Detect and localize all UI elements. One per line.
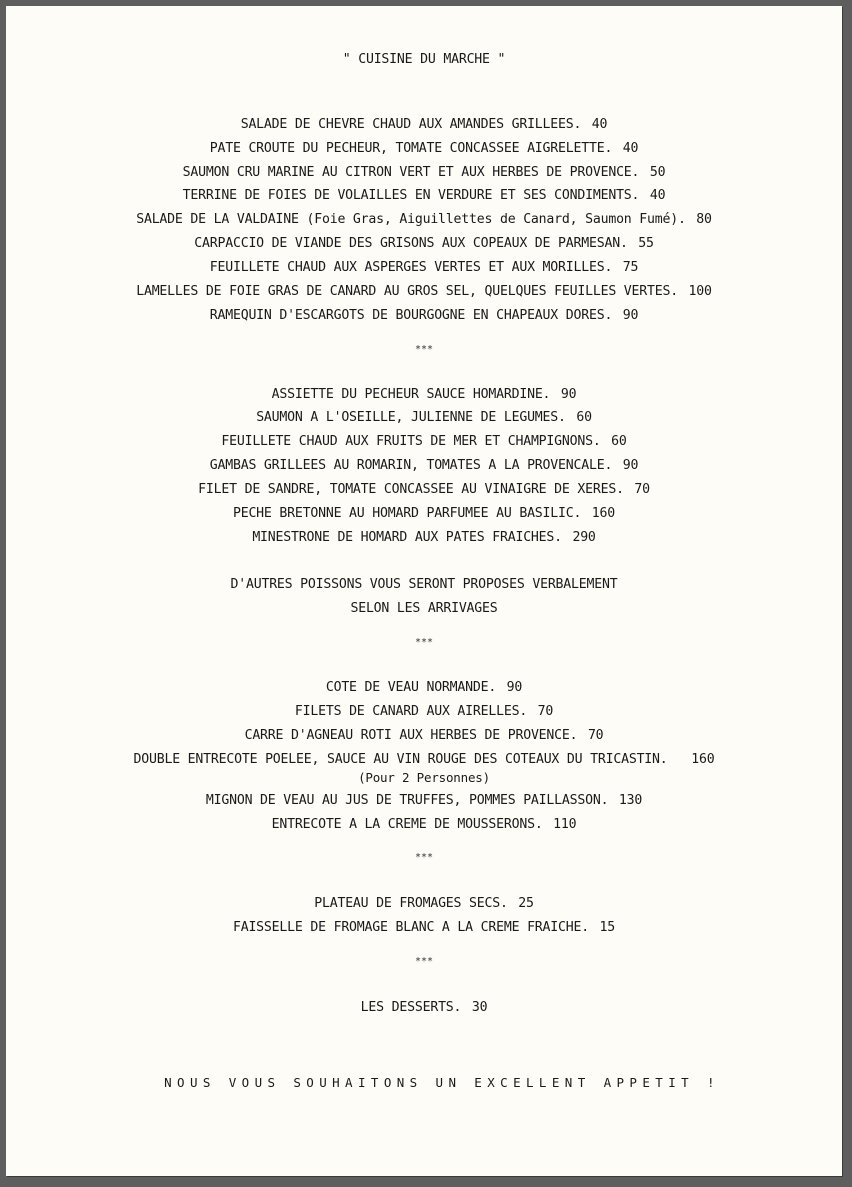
- item-price: 60: [611, 434, 627, 449]
- item-price: 55: [638, 236, 654, 251]
- menu-item: [6, 116, 842, 134]
- item-price: 70: [634, 482, 650, 497]
- menu-item: [6, 235, 842, 253]
- item-name: FILETS DE CANARD AUX AIRELLES.: [294, 704, 528, 719]
- poissons-note-line: SELON LES ARRIVAGES: [350, 601, 498, 616]
- item-price: 90: [622, 308, 639, 323]
- menu-item: [6, 211, 842, 229]
- section-separator: ***: [414, 852, 434, 863]
- menu-item: [6, 283, 842, 301]
- menu-sheet: [6, 6, 842, 1176]
- item-price: 60: [576, 410, 592, 425]
- item-name: PATE CROUTE DU PECHEUR, TOMATE CONCASSEE AIGRELETTE.: [209, 141, 613, 156]
- menu-item: [6, 409, 842, 427]
- item-price: 160: [691, 752, 715, 767]
- poissons-note-line: D'AUTRES POISSONS VOUS SERONT PROPOSES VERBALEMENT: [230, 577, 618, 592]
- item-price: 160: [591, 506, 616, 521]
- item-price: 290: [572, 530, 596, 545]
- menu-item: [6, 164, 842, 182]
- menu-item: [6, 919, 842, 937]
- menu-item: [6, 529, 842, 547]
- menu-item: [6, 187, 842, 205]
- item-price: 75: [622, 260, 639, 275]
- item-price: 90: [622, 458, 639, 473]
- item-name: DOUBLE ENTRECOTE POELEE, SAUCE AU VIN ROUGE DES COTEAUX DU TRICASTIN.: [133, 752, 668, 767]
- item-name: SAUMON A L'OSEILLE, JULIENNE DE LEGUMES.: [256, 410, 566, 425]
- item-price: 50: [649, 165, 666, 180]
- item-note: (Pour 2 Personnes): [358, 770, 490, 785]
- menu-item: [6, 727, 842, 745]
- menu-item: [6, 259, 842, 277]
- item-name: COTE DE VEAU NORMANDE.: [325, 680, 497, 695]
- item-price: 110: [553, 817, 577, 832]
- item-price: 40: [591, 117, 608, 132]
- item-name: LAMELLES DE FOIE GRAS DE CANARD AU GROS SEL, QUELQUES FEUILLES VERTES.: [136, 284, 678, 299]
- item-name: PECHE BRETONNE AU HOMARD PARFUMEE AU BASILIC.: [232, 506, 582, 521]
- item-name: SALADE DE CHEVRE CHAUD AUX AMANDES GRILLEES.: [240, 117, 582, 132]
- menu-item: [6, 481, 842, 499]
- item-name: MIGNON DE VEAU AU JUS DE TRUFFES, POMMES PAILLASSON.: [205, 793, 609, 808]
- section-separator: ***: [414, 344, 434, 355]
- item-price: 70: [537, 704, 554, 719]
- menu-item: [6, 457, 842, 475]
- item-price: 80: [696, 212, 712, 227]
- item-name: CARRE D'AGNEAU ROTI AUX HERBES DE PROVENCE.: [244, 728, 578, 743]
- menu-item: [6, 386, 842, 404]
- item-name: LES DESSERTS.: [360, 1000, 462, 1015]
- menu-title: " CUISINE DU MARCHE ": [342, 52, 506, 67]
- section-separator: ***: [414, 637, 434, 648]
- menu-item: [6, 792, 842, 810]
- item-name: PLATEAU DE FROMAGES SECS.: [314, 896, 508, 911]
- item-price: 70: [587, 728, 604, 743]
- item-name: RAMEQUIN D'ESCARGOTS DE BOURGOGNE EN CHAPEAUX DORES.: [209, 308, 613, 323]
- item-name: SALADE DE LA VALDAINE (Foie Gras, Aiguillettes de Canard, Saumon Fumé).: [136, 212, 686, 227]
- item-name: CARPACCIO DE VIANDE DES GRISONS AUX COPEAUX DE PARMESAN.: [194, 236, 628, 251]
- item-price: 90: [506, 680, 523, 695]
- item-price: 100: [688, 284, 712, 299]
- item-name: FEUILLETE CHAUD AUX ASPERGES VERTES ET AUX MORILLES.: [209, 260, 613, 275]
- item-price: 25: [518, 896, 534, 911]
- item-price: 40: [622, 141, 639, 156]
- menu-item: [6, 895, 842, 913]
- menu-item: [6, 433, 842, 451]
- menu-item: [6, 307, 842, 325]
- menu-item: [6, 816, 842, 834]
- menu-item: [6, 703, 842, 721]
- item-name: SAUMON CRU MARINE AU CITRON VERT ET AUX HERBES DE PROVENCE.: [182, 165, 640, 180]
- section-separator: ***: [414, 956, 434, 967]
- menu-item: [6, 679, 842, 697]
- menu-item: [6, 751, 842, 769]
- menu-item: [6, 140, 842, 158]
- item-name: ASSIETTE DU PECHEUR SAUCE HOMARDINE.: [271, 387, 551, 402]
- menu-item: [6, 505, 842, 523]
- item-price: 90: [560, 387, 577, 402]
- item-name: ENTRECOTE A LA CREME DE MOUSSERONS.: [271, 817, 543, 832]
- item-price: 30: [471, 1000, 488, 1015]
- item-price: 15: [599, 920, 616, 935]
- item-name: FILET DE SANDRE, TOMATE CONCASSEE AU VINAIGRE DE XERES.: [198, 482, 624, 497]
- menu-item: [6, 999, 842, 1017]
- item-name: MINESTRONE DE HOMARD AUX PATES FRAICHES.: [252, 530, 562, 545]
- item-name: GAMBAS GRILLEES AU ROMARIN, TOMATES A LA PROVENCALE.: [209, 458, 613, 473]
- item-price: 40: [649, 188, 666, 203]
- item-price: 130: [618, 793, 643, 808]
- item-name: FAISSELLE DE FROMAGE BLANC A LA CREME FRAICHE.: [232, 920, 589, 935]
- item-name: FEUILLETE CHAUD AUX FRUITS DE MER ET CHAMPIGNONS.: [221, 434, 601, 449]
- closing-message: NOUS VOUS SOUHAITONS UN EXCELLENT APPETIT !: [164, 1075, 720, 1090]
- item-name: TERRINE DE FOIES DE VOLAILLES EN VERDURE ET SES CONDIMENTS.: [182, 188, 640, 203]
